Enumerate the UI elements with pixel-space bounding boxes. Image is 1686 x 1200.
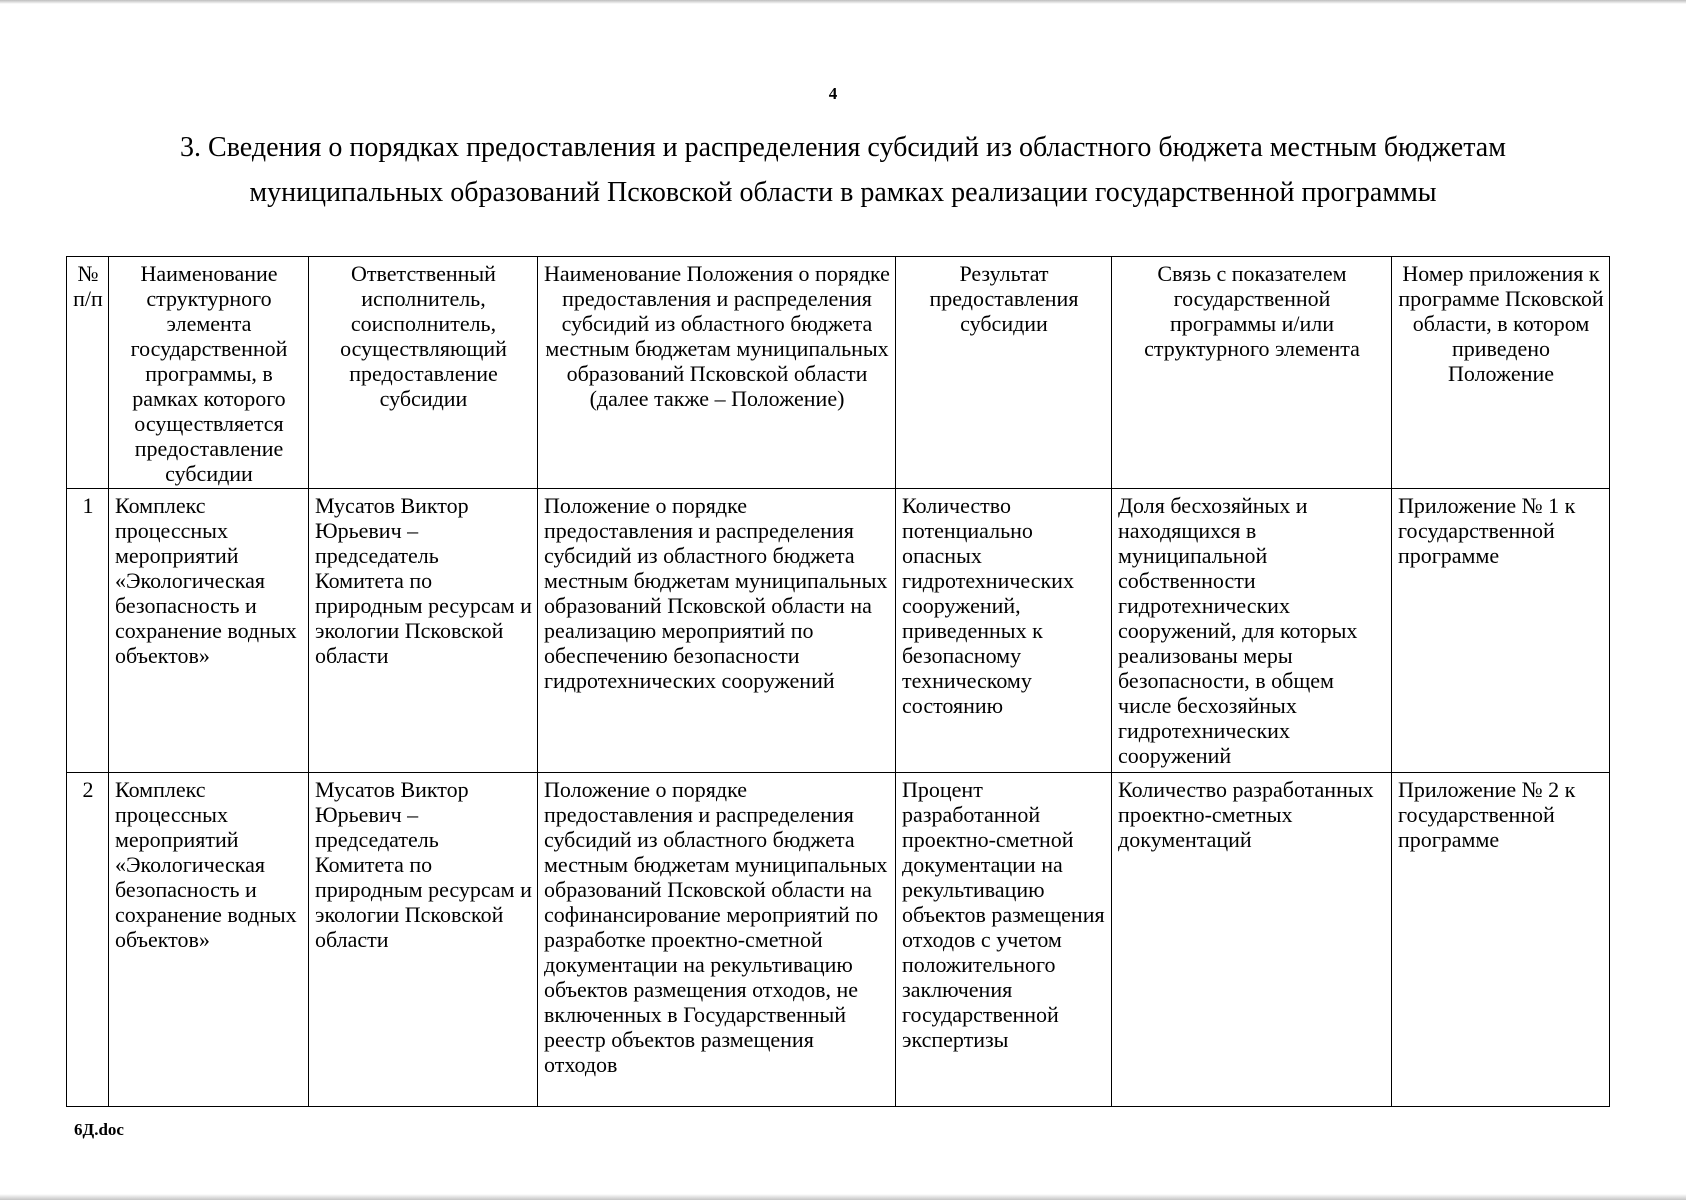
- row-indicator-link: Доля бесхозяйных и находящихся в муниципальной собственности гидротехнических сооружений, для которых реализованы меры безопасности, в общем числе бесхозяйных гидротехнических сооружений: [1112, 489, 1392, 773]
- document-title: [90, 125, 1596, 215]
- table-header-row: [67, 257, 1610, 489]
- row-number: 2: [67, 773, 109, 1107]
- table-row: [67, 489, 1610, 773]
- row-regulation-name: Положение о порядке предоставления и распределения субсидий из областного бюджета местным бюджетам муниципальных образований Псковской области на софинансирование мероприятий по разработке проектно-сметной документации на рекультивацию объектов размещения отходов, не включенных в Государственный реестр объектов размещения отходов: [538, 773, 896, 1107]
- row-number: 1: [67, 489, 109, 773]
- header-regulation-name: Наименование Положения о порядке предоставления и распределения субсидий из областного бюджета местным бюджетам муниципальных образований Псковской области (далее также – Положение): [538, 257, 896, 489]
- header-indicator-link: Связь с показателем государственной программы и/или структурного элемента: [1112, 257, 1392, 489]
- row-appendix-number: Приложение № 1 к государственной программе: [1392, 489, 1610, 773]
- row-structural-element: Комплекс процессных мероприятий «Экологическая безопасность и сохранение водных объектов»: [109, 489, 309, 773]
- row-executor: Мусатов Виктор Юрьевич – председатель Комитета по природным ресурсам и экологии Псковской области: [309, 489, 538, 773]
- row-executor: Мусатов Виктор Юрьевич – председатель Комитета по природным ресурсам и экологии Псковской области: [309, 773, 538, 1107]
- header-structural-element: Наименование структурного элемента государственной программы, в рамках которого осуществляется предоставление субсидии: [109, 257, 309, 489]
- subsidies-table: [66, 256, 1610, 1107]
- row-structural-element: Комплекс процессных мероприятий «Экологическая безопасность и сохранение водных объектов»: [109, 773, 309, 1107]
- row-regulation-name: Положение о порядке предоставления и распределения субсидий из областного бюджета местным бюджетам муниципальных образований Псковской области на реализацию мероприятий по обеспечению безопасности гидротехнических сооружений: [538, 489, 896, 773]
- header-number: № п/п: [67, 257, 109, 489]
- header-executor: Ответственный исполнитель, соисполнитель, осуществляющий предоставление субсидии: [309, 257, 538, 489]
- title-line-2: муниципальных образований Псковской области в рамках реализации государственной программы: [249, 177, 1437, 208]
- row-indicator-link: Количество разработанных проектно-сметных документаций: [1112, 773, 1392, 1107]
- row-appendix-number: Приложение № 2 к государственной программе: [1392, 773, 1610, 1107]
- row-subsidy-result: Количество потенциально опасных гидротехнических сооружений, приведенных к безопасному техническому состоянию: [896, 489, 1112, 773]
- table-row: [67, 773, 1610, 1107]
- scan-edge-bottom: [0, 1194, 1686, 1200]
- header-appendix-number: Номер приложения к программе Псковской области, в котором приведено Положение: [1392, 257, 1610, 489]
- title-line-1: 3. Сведения о порядках предоставления и распределения субсидий из областного бюджета местным бюджетам: [180, 132, 1506, 163]
- row-subsidy-result: Процент разработанной проектно-сметной документации на рекультивацию объектов размещения отходов с учетом положительного заключения государственной экспертизы: [896, 773, 1112, 1107]
- page-number: 4: [828, 84, 838, 103]
- footer-filename: 6Д.doc: [74, 1120, 124, 1139]
- scan-edge-top: [0, 0, 1686, 4]
- header-subsidy-result: Результат предоставления субсидии: [896, 257, 1112, 489]
